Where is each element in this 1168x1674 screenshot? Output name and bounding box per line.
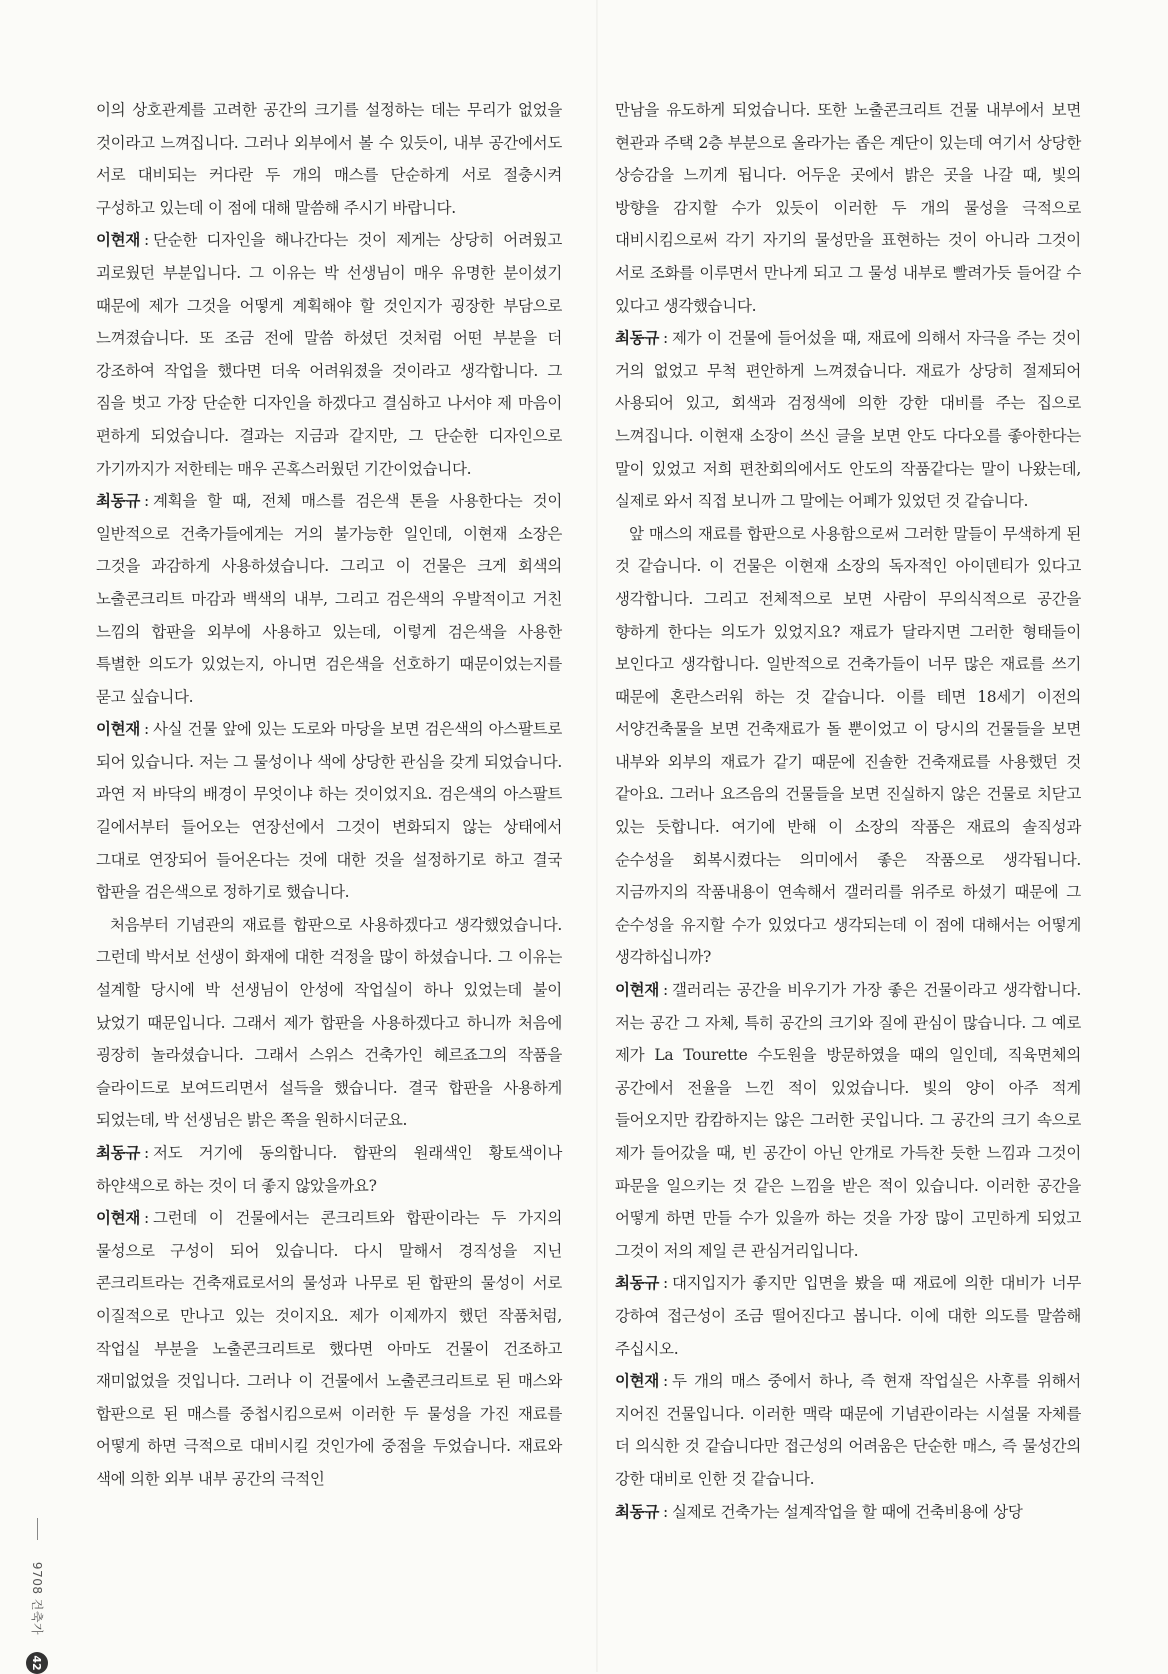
paragraph-text: 저도 거기에 동의합니다. 합판의 원래색인 황토색이나 하얀색으로 하는 것이 더 좋지 않았을까요? bbox=[96, 1144, 562, 1195]
paragraph-text: 제가 이 건물에 들어섰을 때, 재료에 의해서 자극을 주는 것이 거의 없었고 무척 편안하게 느껴졌습니다. 재료가 상당히 절제되어 사용되어 있고, 회색과 검정색에 의한 강한 대비를 주는 집으로 느껴집니다. 이현재 소장이 쓰신 글을 보면 안도 다다오를 좋아한다는 말이 있었고 저희 편찬회의에서도 안도의 작품같다는 말이 나왔는데, 실제로 와서 직접 보니까 그 말에는 어폐가 있었던 것 같습니다. bbox=[615, 329, 1081, 511]
speaker-separator: : bbox=[663, 1502, 668, 1521]
paragraph bbox=[615, 1365, 1081, 1495]
speaker-separator: : bbox=[144, 720, 149, 739]
speaker-name: 이현재 bbox=[615, 981, 660, 1000]
paragraph bbox=[615, 1496, 1081, 1529]
issue-label-text: 9708 건축가 bbox=[30, 1561, 45, 1635]
paragraph-text: 만남을 유도하게 되었습니다. 또한 노출콘크리트 건물 내부에서 보면 현관과 주택 2층 부분으로 올라가는 좁은 계단이 있는데 여기서 상당한 상승감을 느끼게 됩니다. 어두운 곳에서 밝은 곳을 나갈 때, 빛의 방향을 감지할 수가 있듯이 이러한 두 개의 물성을 극적으로 대비시킴으로써 각기 자기의 물성만을 표현하는 것이 아니라 그것이 서로 조화를 이루면서 만나게 되고 그 물성 내부로 빨려가듯 들어갈 수 있다고 생각했습니다. bbox=[615, 101, 1081, 315]
paragraph bbox=[615, 518, 1081, 974]
page-number: 42 bbox=[26, 1652, 48, 1674]
speaker-name: 최동규 bbox=[615, 1274, 660, 1293]
paragraph-text: 대지입지가 좋지만 입면을 봤을 때 재료에 의한 대비가 너무 강하여 접근성이 조금 떨어진다고 봅니다. 이에 대한 의도를 말씀해 주십시오. bbox=[615, 1274, 1081, 1358]
left-column bbox=[96, 94, 562, 1496]
speaker-separator: : bbox=[144, 492, 149, 511]
paragraph bbox=[615, 94, 1081, 322]
paragraph-text: 실제로 건축가는 설계작업을 할 때에 건축비용에 상당 bbox=[671, 1502, 1023, 1521]
speaker-name: 최동규 bbox=[96, 492, 141, 511]
paragraph-text: 갤러리는 공간을 비우기가 가장 좋은 건물이라고 생각합니다. 저는 공간 그 자체, 특히 공간의 크기와 질에 관심이 많습니다. 그 예로 제가 La Tourette 수도원을 방문하였을 때의 일인데, 직육면체의 공간에서 전율을 느낀 적이 있었습니다. 빛의 양이 아주 적게 들어오지만 캄캄하지는 않은 그러한 곳입니다. 그 공간의 크기 속으로 제가 들어갔을 때, 빈 공간이 아닌 안개로 가득찬 듯한 느낌과 그것이 파문을 일으키는 것 같은 느낌을 받은 적이 있습니다. 이러한 공간을 어떻게 하면 만들 수가 있을까 하는 것을 가장 많이 고민하게 되었고 그것이 저의 제일 큰 관심거리입니다. bbox=[615, 981, 1081, 1260]
paragraph-text: 단순한 디자인을 해나간다는 것이 제게는 상당히 어려웠고 괴로웠던 부분입니다. 그 이유는 박 선생님이 매우 유명한 분이셨기 때문에 제가 그것을 어떻게 계획해야 할 것인지가 굉장한 부담으로 느껴졌습니다. 또 조금 전에 말씀 하셨던 것처럼 어떤 부분을 더 강조하여 작업을 했다면 더욱 어려워졌을 것이라고 생각합니다. 그 짐을 벗고 가장 단순한 디자인을 하겠다고 결심하고 나서야 제 마음이 편하게 되었습니다. 결과는 지금과 같지만, 그 단순한 디자인으로 가기까지가 저한테는 매우 곤혹스러웠던 기간이었습니다. bbox=[96, 231, 562, 478]
paragraph bbox=[96, 1137, 562, 1202]
paragraph-text: 계획을 할 때, 전체 매스를 검은색 톤을 사용한다는 것이 일반적으로 건축가들에게는 거의 불가능한 일인데, 이현재 소장은 그것을 과감하게 사용하셨습니다. 그리고 이 건물은 크게 회색의 노출콘크리트 마감과 백색의 내부, 그리고 검은색의 우발적이고 거친 느낌의 합판을 외부에 사용하고 있는데, 이렇게 검은색을 사용한 특별한 의도가 있었는지, 아니면 검은색을 선호하기 때문이었는지를 묻고 싶습니다. bbox=[96, 492, 562, 706]
paragraph bbox=[96, 713, 562, 909]
issue-label bbox=[24, 1548, 52, 1648]
paragraph bbox=[615, 322, 1081, 518]
speaker-name: 최동규 bbox=[96, 1144, 141, 1162]
paragraph bbox=[615, 974, 1081, 1267]
speaker-separator: : bbox=[663, 1274, 668, 1293]
paragraph bbox=[96, 224, 562, 485]
speaker-separator: : bbox=[144, 231, 149, 250]
paragraph bbox=[615, 1267, 1081, 1365]
speaker-separator: : bbox=[663, 981, 668, 1000]
speaker-name: 이현재 bbox=[96, 1209, 141, 1228]
speaker-name: 이현재 bbox=[96, 231, 141, 250]
paragraph-text: 처음부터 기념관의 재료를 합판으로 사용하겠다고 생각했었습니다. 그런데 박서보 선생이 화재에 대한 걱정을 많이 하셨습니다. 그 이유는 설계할 당시에 박 선생님이 안성에 작업실이 하나 있었는데 불이 났었기 때문입니다. 그래서 제가 합판을 사용하겠다고 하니까 처음에 굉장히 놀라셨습니다. 그래서 스위스 건축가인 헤르죠그의 작품을 슬라이드로 보여드리면서 설득을 했습니다. 결국 합판을 사용하게 되었는데, 박 선생님은 밝은 쪽을 원하시더군요. bbox=[96, 915, 562, 1130]
speaker-separator: : bbox=[144, 1209, 149, 1228]
paragraph-text: 두 개의 매스 중에서 하나, 즉 현재 작업실은 사후를 위해서 지어진 건물입니다. 이러한 맥락 때문에 기념관이라는 시설물 자체를 더 의식한 것 같습니다만 접근성의 어려움은 단순한 매스, 즉 물성간의 강한 대비로 인한 것 같습니다. bbox=[615, 1372, 1081, 1488]
paragraph bbox=[96, 1202, 562, 1495]
side-rule bbox=[37, 1518, 38, 1540]
paragraph-text: 이의 상호관계를 고려한 공간의 크기를 설정하는 데는 무리가 없었을 것이라고 느껴집니다. 그러나 외부에서 볼 수 있듯이, 내부 공간에서도 서로 대비되는 커다란 두 개의 매스를 단순하게 서로 절충시켜 구성하고 있는데 이 점에 대해 말씀해 주시기 바랍니다. bbox=[96, 101, 562, 217]
speaker-name: 최동규 bbox=[615, 1502, 660, 1521]
speaker-separator: : bbox=[663, 329, 668, 348]
paragraph-text: 사실 건물 앞에 있는 도로와 마당을 보면 검은색의 아스팔트로 되어 있습니다. 저는 그 물성이나 색에 상당한 관심을 갖게 되었습니다. 과연 저 바닥의 배경이 무엇이냐 하는 것이었지요. 검은색의 아스팔트 길에서부터 들어오는 연장선에서 그것이 변화되지 않는 상태에서 그대로 연장되어 들어온다는 것에 대한 것을 설정하기로 하고 결국 합판을 검은색으로 정하기로 했습니다. bbox=[96, 720, 562, 902]
speaker-separator: : bbox=[663, 1372, 668, 1391]
page-crease bbox=[596, 0, 598, 1672]
paragraph bbox=[96, 94, 562, 224]
speaker-name: 이현재 bbox=[615, 1372, 660, 1391]
speaker-separator: : bbox=[144, 1144, 149, 1162]
paragraph bbox=[96, 485, 562, 713]
paragraph bbox=[96, 909, 562, 1137]
paragraph-text: 앞 매스의 재료를 합판으로 사용함으로써 그러한 말들이 무색하게 된 것 같습니다. 이 건물은 이현재 소장의 독자적인 아이덴티가 있다고 생각합니다. 그리고 전체적으로 보면 사람이 무의식적으로 공간을 향하게 한다는 의도가 있었지요? 재료가 달라지면 그러한 형태들이 보인다고 생각합니다. 일반적으로 건축가들이 너무 많은 재료를 쓰기 때문에 혼란스러워 하는 것 같습니다. 이를 테면 18세기 이전의 서양건축물을 보면 건축재료가 돌 뿐이었고 이 당시의 건물들을 보면 내부와 외부의 재료가 같기 때문에 진솔한 건축재료를 사용했던 것 같아요. 그러나 요즈음의 건물들을 보면 진실하지 않은 건물로 치닫고 있는 듯합니다. 여기에 반해 이 소장의 작품은 재료의 솔직성과 순수성을 회복시켰다는 의미에서 좋은 작품으로 생각됩니다. 지금까지의 작품내용이 연속해서 갤러리를 위주로 하셨기 때문에 그 순수성을 유지할 수가 있었다고 생각되는데 이 점에 대해서는 어떻게 생각하십니까? bbox=[615, 524, 1081, 967]
speaker-name: 이현재 bbox=[96, 720, 141, 739]
paragraph-text: 그런데 이 건물에서는 콘크리트와 합판이라는 두 가지의 물성으로 구성이 되어 있습니다. 다시 말해서 경직성을 지닌 콘크리트라는 건축재료로서의 물성과 나무로 된 합판의 물성이 서로 이질적으로 만나고 있는 것이지요. 제가 이제까지 했던 작품처럼, 작업실 부분을 노출콘크리트로 했다면 아마도 건물이 건조하고 재미없었을 것입니다. 그러나 이 건물에서 노출콘크리트로 된 매스와 합판으로 된 매스를 중첩시킴으로써 이러한 두 물성을 가진 재료를 어떻게 하면 극적으로 대비시킬 것인가에 중점을 두었습니다. 재료와 색에 의한 외부 내부 공간의 극적인 bbox=[96, 1209, 562, 1488]
right-column bbox=[615, 94, 1081, 1528]
speaker-name: 최동규 bbox=[615, 329, 660, 348]
